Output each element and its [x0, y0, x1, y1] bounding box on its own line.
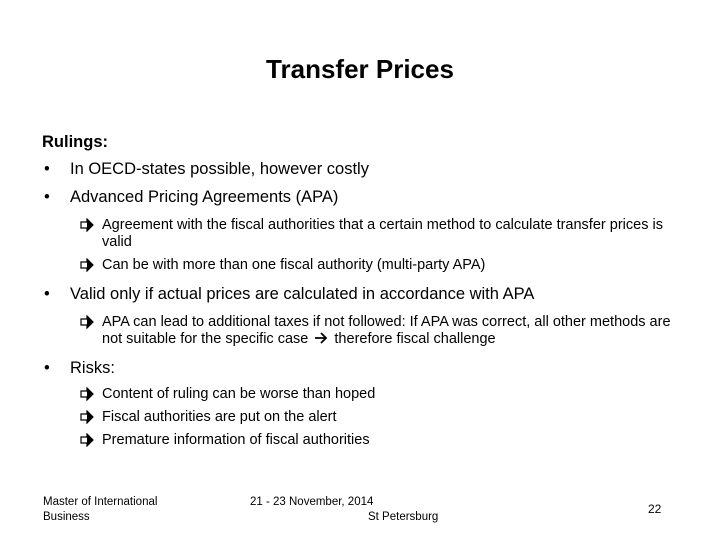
bullet-text: Risks: — [70, 359, 115, 377]
bullet-icon: • — [44, 359, 50, 377]
page-number: 22 — [648, 502, 662, 516]
slide-title: Transfer Prices — [266, 54, 454, 84]
sub-bullet-item — [42, 432, 682, 449]
sub-bullet-item — [42, 217, 682, 251]
arrow-bullet-icon — [80, 433, 94, 447]
bullet-text: In OECD-states possible, however costly — [70, 160, 369, 178]
bullet-text: Valid only if actual prices are calculated in accordance with APA — [70, 285, 535, 303]
arrow-bullet-icon — [80, 315, 94, 329]
sub-bullet-text: APA can lead to additional taxes if not followed: If APA was correct, all other methods are not suitable for the specific case — [102, 314, 671, 347]
section-heading: Rulings: — [42, 133, 108, 151]
sub-bullet-text: Content of ruling can be worse than hoped — [102, 386, 376, 402]
sub-bullet-text: Agreement with the fiscal authorities that a certain method to calculate transfer prices is valid — [102, 217, 663, 250]
footer-program: Master of International Business — [43, 496, 158, 523]
footer-date: 21 - 23 November, 2014 — [250, 496, 374, 508]
sub-bullet-item — [42, 257, 682, 274]
sub-bullet-text-continued: therefore fiscal challenge — [334, 331, 496, 347]
arrow-bullet-icon — [80, 387, 94, 401]
sub-bullet-text: Can be with more than one fiscal authority (multi-party APA) — [102, 257, 486, 273]
bullet-item — [42, 284, 682, 304]
right-arrow-icon — [314, 332, 328, 344]
sub-bullet-text: Fiscal authorities are put on the alert — [102, 409, 337, 425]
bullet-item — [42, 159, 682, 179]
sub-bullet-text: Premature information of fiscal authorities — [102, 432, 370, 448]
arrow-bullet-icon — [80, 258, 94, 272]
arrow-bullet-icon — [80, 218, 94, 232]
bullet-icon: • — [44, 285, 50, 303]
bullet-icon: • — [44, 188, 50, 206]
arrow-bullet-icon — [80, 410, 94, 424]
bullet-icon: • — [44, 160, 50, 178]
bullet-item — [42, 358, 682, 378]
slide-content — [42, 132, 682, 449]
bullet-item — [42, 187, 682, 207]
footer-place: St Petersburg — [368, 511, 439, 523]
sub-bullet-item — [42, 409, 682, 426]
sub-bullet-item — [42, 386, 682, 403]
bullet-text: Advanced Pricing Agreements (APA) — [70, 188, 339, 206]
sub-bullet-item — [42, 314, 682, 348]
